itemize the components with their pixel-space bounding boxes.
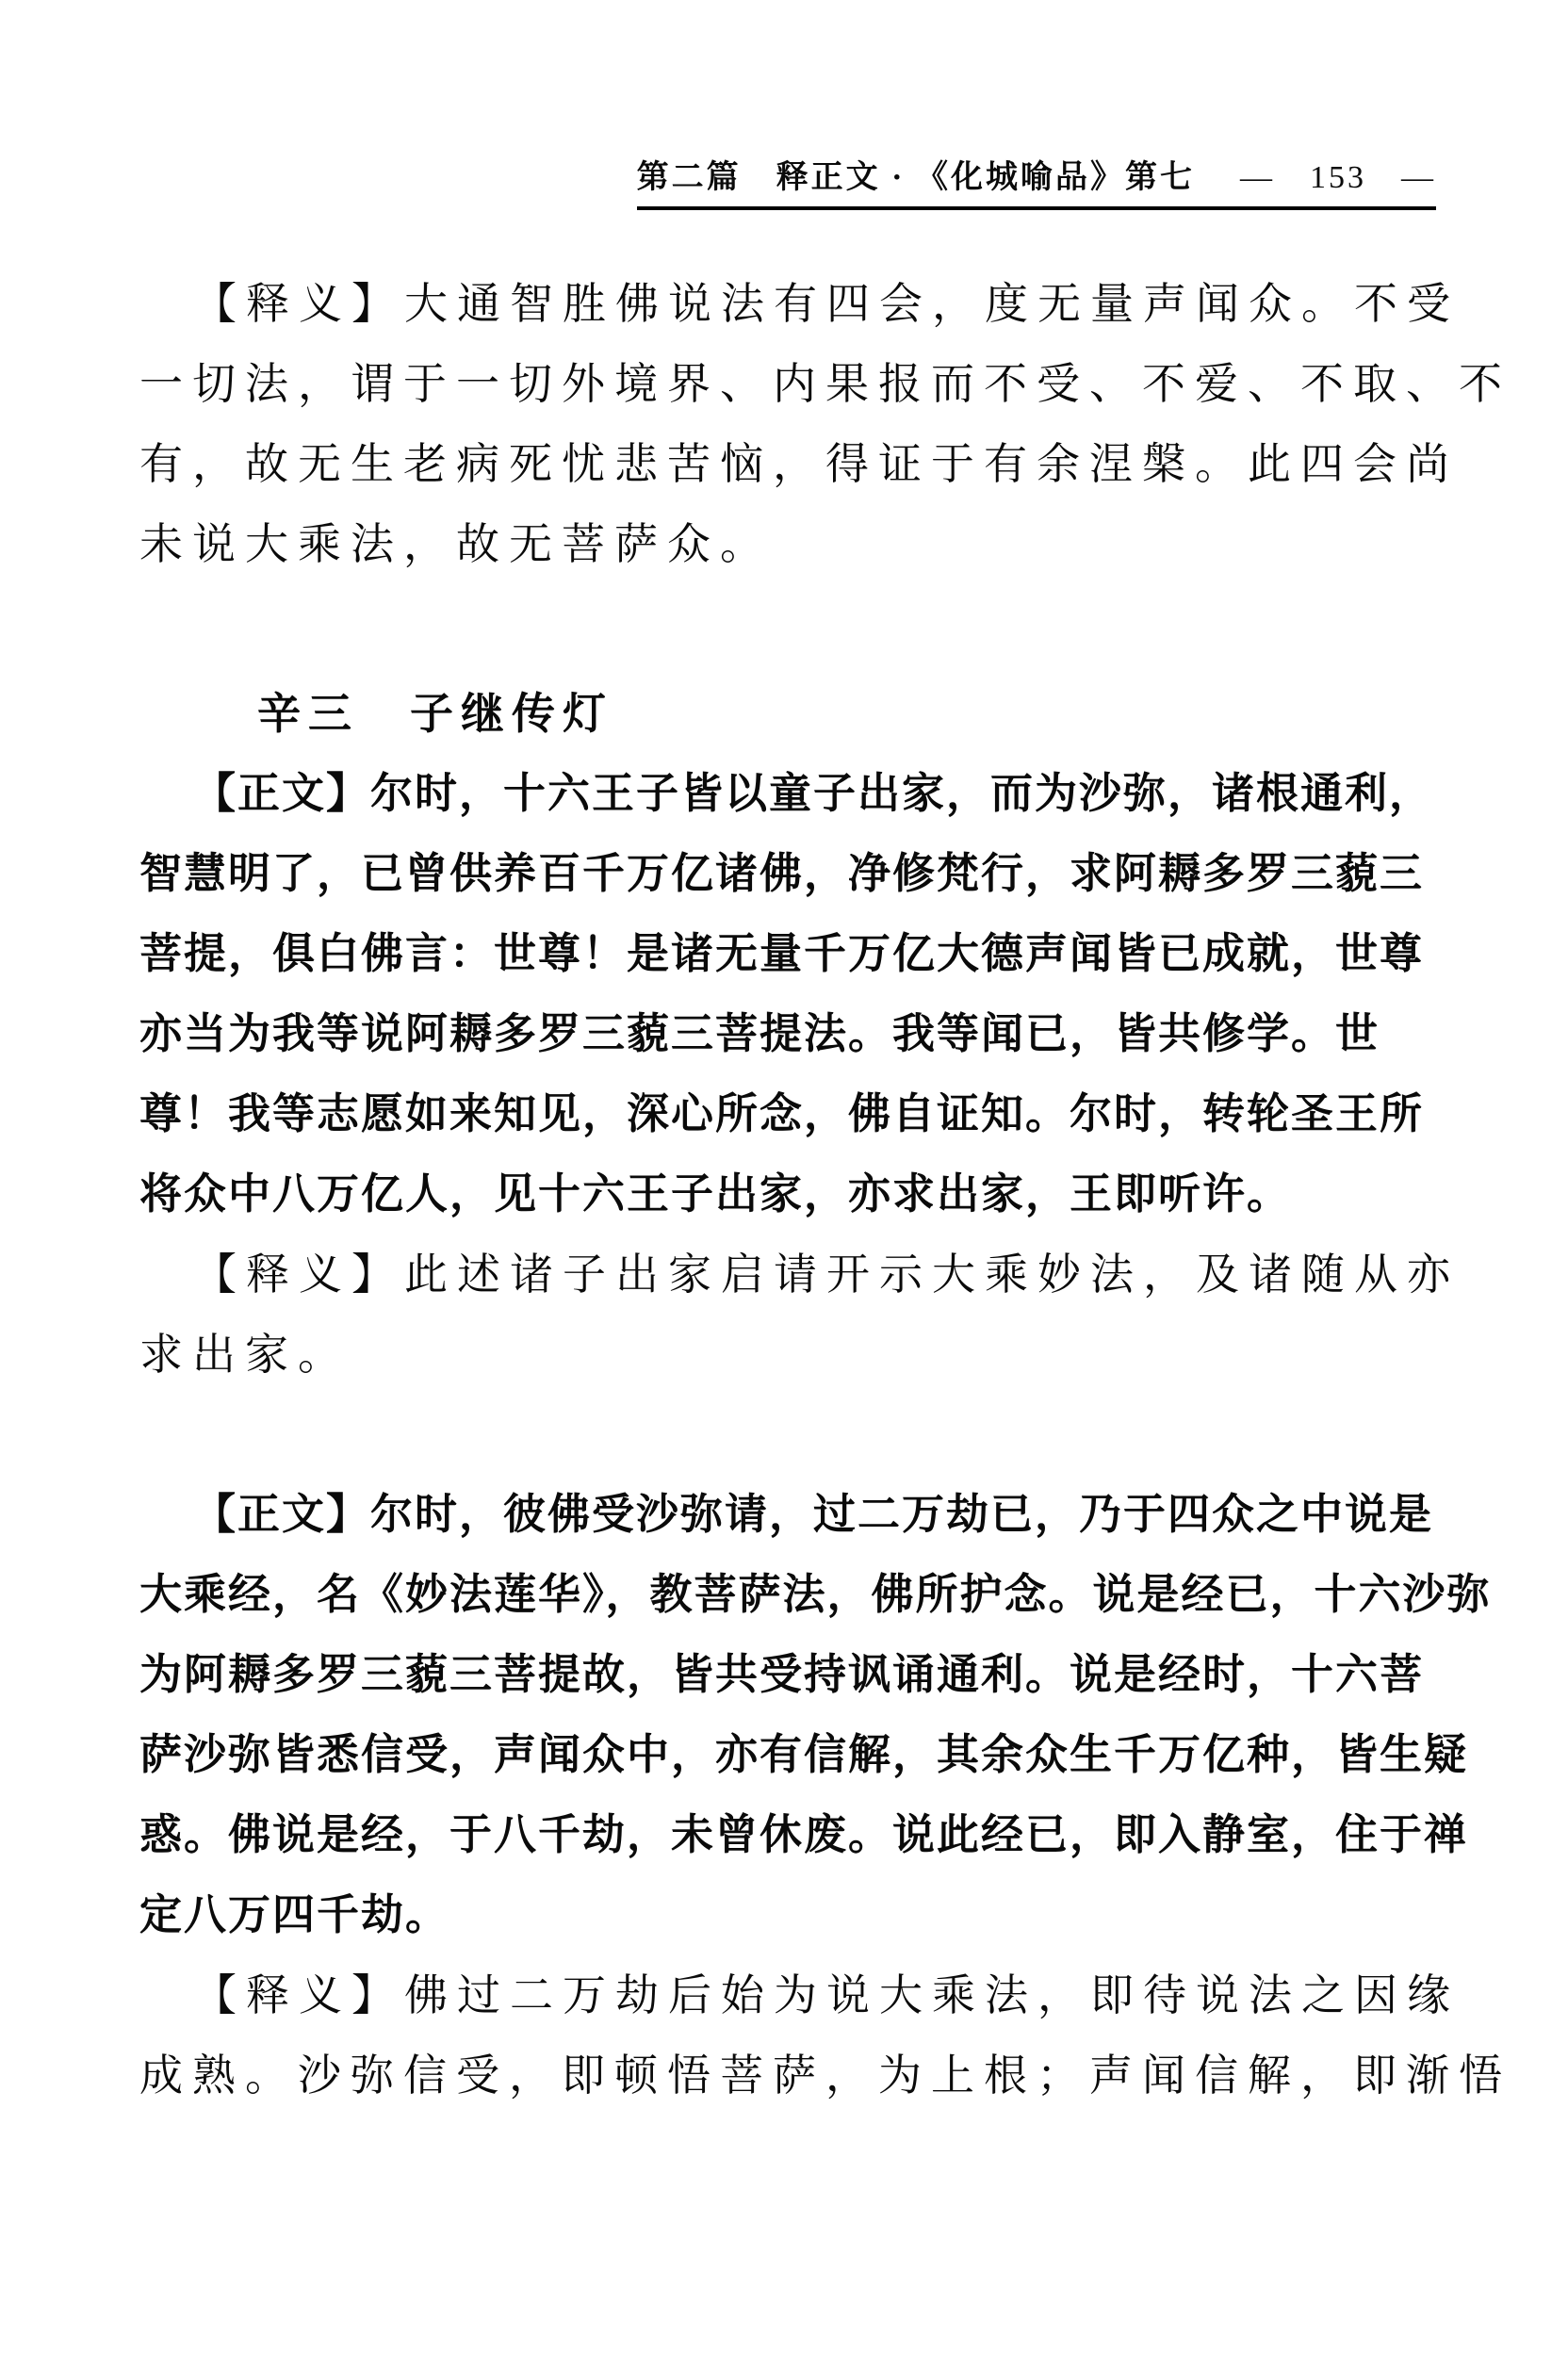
text-line: 【正文】尔时，彼佛受沙弥请，过二万劫已，乃于四众之中说是: [193, 1491, 1434, 1538]
text-line: 定八万四千劫。: [139, 1891, 450, 1938]
paragraph-shiyi-1: [139, 264, 1511, 584]
page-number: — 153 —: [1240, 160, 1436, 195]
text-line: 智慧明了，已曾供养百千万亿诸佛，净修梵行，求阿耨多罗三藐三: [139, 850, 1425, 897]
text-line: 大乘经，名《妙法莲华》，教菩萨法，佛所护念。说是经已，十六沙弥: [139, 1571, 1492, 1618]
text-line: 亦当为我等说阿耨多罗三藐三菩提法。我等闻已，皆共修学。世: [139, 1010, 1380, 1057]
header-title: 第二篇 释正文 · 《化城喻品》第七: [636, 160, 1195, 195]
header-rule: [637, 151, 1436, 210]
paragraph-shiyi-2: [139, 1234, 1460, 1395]
text-line: 菩提，俱白佛言：世尊！是诸无量千万亿大德声闻皆已成就，世尊: [139, 930, 1425, 977]
text-line: 成熟。沙弥信受，即顿悟菩萨，为上根；声闻信解，即渐悟: [139, 2051, 1511, 2100]
running-header: [0, 151, 1436, 210]
text-line: 未说大乘法，故无菩萨众。: [139, 520, 773, 568]
text-line: 一切法，谓于一切外境界、内果报而不受、不爱、不取、不: [139, 360, 1511, 408]
text-line: 惑。佛说是经，于八千劫，未曾休废。说此经已，即入静室，住于禅: [139, 1811, 1469, 1858]
text-line: 为阿耨多罗三藐三菩提故，皆共受持讽诵通利。说是经时，十六菩: [139, 1651, 1425, 1698]
text-line: 将众中八万亿人，见十六王子出家，亦求出家，王即听许。: [139, 1170, 1292, 1218]
book-page: [0, 151, 1568, 2370]
text-line: 【释义】佛过二万劫后始为说大乘法，即待说法之因缘: [193, 1971, 1460, 2019]
text-line: 【释义】大通智胜佛说法有四会，度无量声闻众。不受: [193, 280, 1460, 328]
text-line: 求出家。: [139, 1331, 351, 1379]
paragraph-shiyi-3: [139, 1955, 1511, 2116]
text-column: [139, 264, 1511, 2116]
text-line: 【正文】尔时，十六王子皆以童子出家，而为沙弥，诸根通利，: [193, 770, 1434, 817]
paragraph-zhengwen-1: [139, 754, 1436, 1234]
paragraph-zhengwen-2: [139, 1475, 1492, 1955]
text-line: 有，故无生老病死忧悲苦恼，得证于有余涅槃。此四会尚: [139, 440, 1459, 488]
section-heading: 辛三 子继传灯: [257, 690, 613, 738]
text-line: 尊！我等志愿如来知见，深心所念，佛自证知。尔时，转轮圣王所: [139, 1090, 1425, 1137]
text-line: 萨沙弥皆悉信受，声闻众中，亦有信解，其余众生千万亿种，皆生疑: [139, 1731, 1469, 1778]
text-line: 【释义】此述诸子出家启请开示大乘妙法，及诸随从亦: [193, 1250, 1460, 1299]
